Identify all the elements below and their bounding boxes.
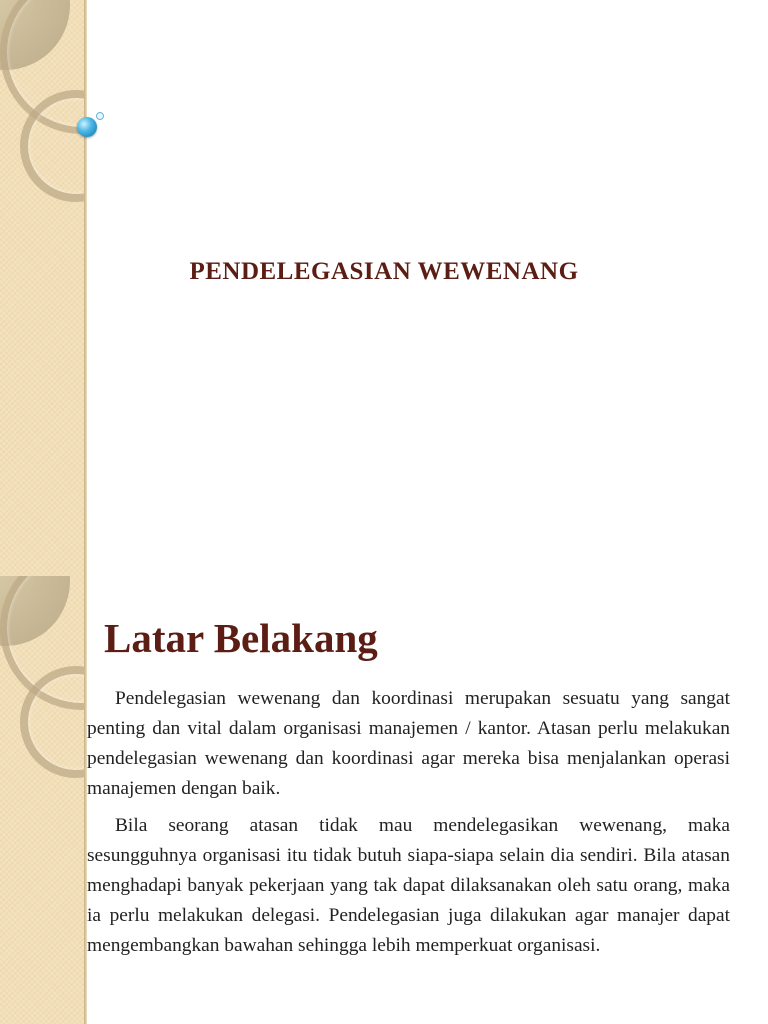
slide-title-text: PENDELEGASIAN WEWENANG [189, 258, 579, 285]
decorative-sidebar [0, 576, 84, 1024]
paragraph: Pendelegasian wewenang dan koordinasi merupakan sesuatu yang sangat penting dan vital dalam organisasi manajemen / kantor. Atasan perlu melakukan pendelegasian wewenang dan koordinasi agar mereka bisa menjalankan operasi manajemen dengan baik. [87, 688, 730, 799]
body-text [87, 684, 730, 968]
blue-bead-icon [77, 117, 97, 137]
sidebar-edge [84, 0, 87, 576]
section-heading: Latar Belakang [104, 615, 378, 661]
small-ring-icon [96, 112, 104, 120]
decorative-sidebar [0, 0, 84, 576]
slide-background [0, 576, 768, 1024]
paragraph: Bila seorang atasan tidak mau mendelegasikan wewenang, maka sesungguhnya organisasi itu tidak butuh siapa-siapa selain dia sendiri. Bila atasan menghadapi banyak pekerjaan yang tak dapat dilaksanakan oleh satu orang, maka ia perlu melakukan delegasi. Pendelegasian juga dilakukan agar manajer dapat mengembangkan bawahan sehingga lebih memperkuat organisasi. [87, 815, 730, 956]
